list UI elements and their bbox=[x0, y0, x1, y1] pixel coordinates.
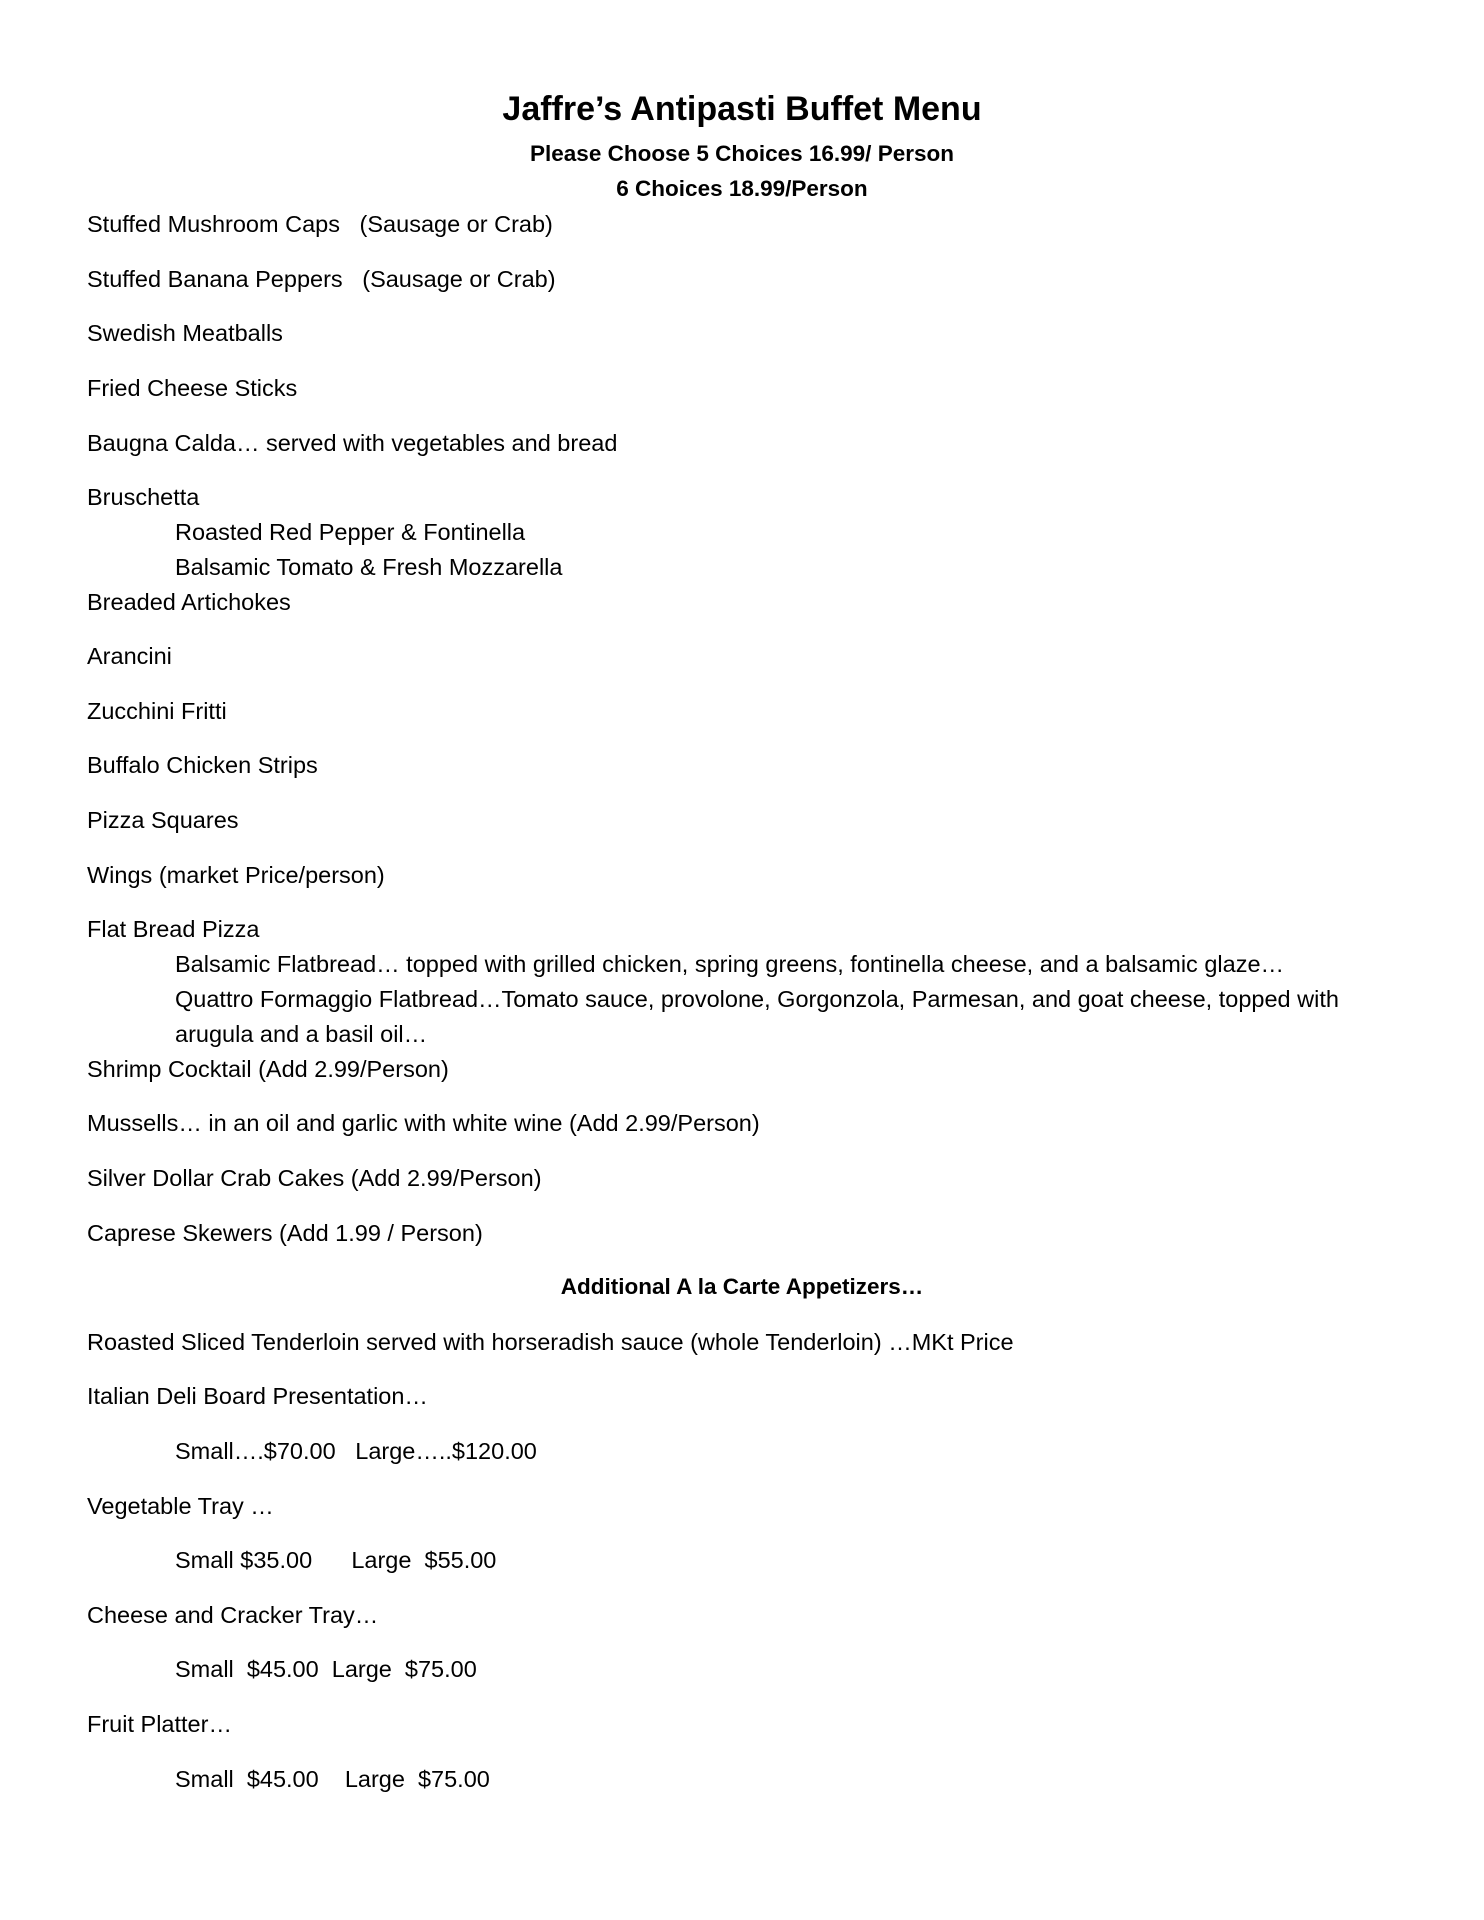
menu-subitem: Quattro Formaggio Flatbread…Tomato sauce, provolone, Gorgonzola, Parmesan, and goat cheese, topped with bbox=[175, 986, 1339, 1012]
menu-item: Zucchini Fritti bbox=[87, 698, 227, 724]
menu-item: Fried Cheese Sticks bbox=[87, 375, 298, 401]
ala-carte-price: Small $45.00 Large $75.00 bbox=[175, 1656, 477, 1682]
menu-item: Buffalo Chicken Strips bbox=[87, 752, 318, 778]
menu-item: Swedish Meatballs bbox=[87, 320, 283, 346]
menu-item: Wings (market Price/person) bbox=[87, 862, 385, 888]
menu-item: Baugna Calda… served with vegetables and bread bbox=[87, 430, 618, 456]
menu-subitem: Balsamic Flatbread… topped with grilled chicken, spring greens, fontinella cheese, and a balsamic glaze… bbox=[175, 951, 1285, 977]
ala-carte-price: Small $35.00 Large $55.00 bbox=[175, 1547, 497, 1573]
menu-item: Shrimp Cocktail (Add 2.99/Person) bbox=[87, 1056, 449, 1082]
ala-carte-price: Small $45.00 Large $75.00 bbox=[175, 1766, 490, 1792]
ala-carte-item: Roasted Sliced Tenderloin served with horseradish sauce (whole Tenderloin) …MKt Price bbox=[87, 1329, 1014, 1355]
menu-subitem: arugula and a basil oil… bbox=[175, 1021, 428, 1047]
menu-item: Stuffed Banana Peppers (Sausage or Crab) bbox=[87, 266, 556, 292]
pricing-line-2: 6 Choices 18.99/Person bbox=[616, 176, 868, 201]
menu-item: Arancini bbox=[87, 643, 172, 669]
menu-item: Flat Bread Pizza bbox=[87, 916, 260, 942]
menu-item: Stuffed Mushroom Caps (Sausage or Crab) bbox=[87, 211, 553, 237]
menu-title: Jaffre’s Antipasti Buffet Menu bbox=[502, 90, 982, 128]
ala-carte-heading: Additional A la Carte Appetizers… bbox=[560, 1274, 924, 1299]
menu-item: Pizza Squares bbox=[87, 807, 239, 833]
ala-carte-item: Vegetable Tray … bbox=[87, 1493, 274, 1519]
menu-item: Caprese Skewers (Add 1.99 / Person) bbox=[87, 1220, 483, 1246]
pricing-line-1: Please Choose 5 Choices 16.99/ Person bbox=[530, 141, 954, 166]
menu-item: Bruschetta bbox=[87, 484, 200, 510]
ala-carte-item: Fruit Platter… bbox=[87, 1711, 232, 1737]
menu-item: Breaded Artichokes bbox=[87, 589, 291, 615]
ala-carte-item: Cheese and Cracker Tray… bbox=[87, 1602, 379, 1628]
menu-subitem: Balsamic Tomato & Fresh Mozzarella bbox=[175, 554, 563, 580]
ala-carte-item: Italian Deli Board Presentation… bbox=[87, 1383, 428, 1409]
menu-item: Silver Dollar Crab Cakes (Add 2.99/Person) bbox=[87, 1165, 542, 1191]
menu-subitem: Roasted Red Pepper & Fontinella bbox=[175, 519, 526, 545]
ala-carte-price: Small….$70.00 Large…..$120.00 bbox=[175, 1438, 537, 1464]
menu-item: Mussells… in an oil and garlic with white wine (Add 2.99/Person) bbox=[87, 1110, 760, 1136]
